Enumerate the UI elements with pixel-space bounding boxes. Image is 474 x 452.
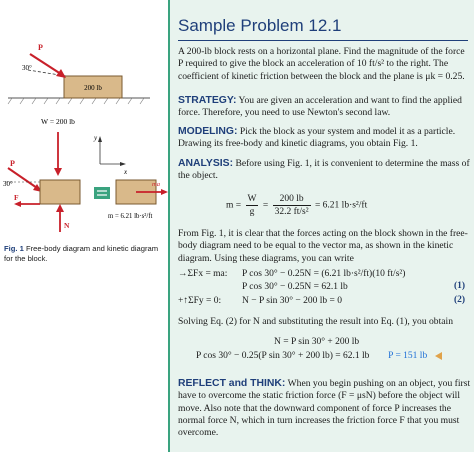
fbd-kinetic-figure [0,110,168,240]
solution-equation-2 [196,350,442,362]
equation-2-body: N − P sin 30° − 200 lb = 0 [242,296,343,306]
force-p-label: P [38,43,43,52]
solution-equation-1: N = P sin 30° + 200 lb [274,337,360,347]
mass-f2-den: 32.2 ft/s² [274,207,309,217]
equation-2-number: (2) [454,295,466,305]
caption-text: Free-body diagram and kinetic diagram for the block. [4,244,159,263]
strategy-section [178,95,472,120]
fbd-block [40,180,80,204]
friction-label: F [14,193,19,202]
reflect-section [178,378,472,439]
ground-hatch [8,98,144,104]
mass-eq-lhs: m = [226,200,242,211]
equation-1-body: P cos 30° − 0.25N = 62.1 lb [242,282,348,292]
weight-label: W = 200 lb [41,117,75,126]
equation-1-number: (1) [454,281,466,291]
answer-marker-icon [435,352,442,360]
normal-label: N [64,221,70,230]
weight-arrowhead [54,168,62,176]
solution-eq2-text: P cos 30° − 0.25(P sin 30° + 200 lb) = 62.1 lb [196,351,370,361]
x-axis-label: x [124,168,128,176]
mass-f1-num: W [247,194,257,204]
title-rule [178,40,468,41]
figure-caption [4,244,164,264]
sample-problem-panel [168,0,474,452]
mass-equation [226,193,367,218]
mass-eq-mid: = [262,200,269,211]
reflect-text: When you begin pushing on an object, you first have to overcome the static friction force (F = μsN) before the object will move. Also note that the downward component of force P increases the normal force N, which in turn increases the friction force F that you must overcome. [178,378,471,439]
caption-label: Fig. 1 [4,244,24,253]
angle-label: 30° [22,64,32,72]
mass-fraction-2 [273,193,311,218]
block-weight-label: 200 lb [84,84,102,92]
modeling-text: Pick the block as your system and model it as a particle. Drawing its free-body and kinetic diagrams, you obtain Fig. 1. [178,126,456,150]
force-p-arrowhead [56,69,66,78]
y-axis-label: y [94,134,98,142]
mass-fraction-1 [246,193,259,218]
analysis-section [178,158,472,183]
problem-statement: A 200-lb block rests on a horizontal plane. Find the magnitude of the force P required to give the block an acceleration of 10 ft/s² to the right. The coefficient of kinetic friction between the block and the plane is μk = 0.25. [178,46,465,82]
figure-column [0,0,168,452]
ma-label: ma [152,181,160,188]
modeling-section [178,126,472,151]
mass-eq-result: = 6.21 lb·s²/ft [314,200,368,211]
fig1-paragraph: From Fig. 1, it is clear that the forces acting on the block shown in the free-body diagram need to be equal to the vector ma, as shown in the kinetic diagram. Using these diagrams, you can write [178,228,468,264]
strategy-text: You are given an acceleration and want to find the applied force. Therefore, you need to use Newton's second law. [178,95,462,119]
normal-arrowhead [56,204,64,212]
mass-f1-den: g [249,207,255,217]
equals-sign [94,187,110,199]
fbd-force-p-label: P [10,159,15,168]
equation-2-label: +↑ΣFy = 0: [178,296,222,306]
solving-paragraph: Solving Eq. (2) for N and substituting the result into Eq. (1), you obtain [178,316,453,327]
reflect-heading: REFLECT and THINK: [178,378,286,389]
ma-arrowhead [161,189,168,195]
mass-f2-num: 200 lb [273,193,311,206]
analysis-heading: ANALYSIS: [178,158,234,169]
equation-1a-label: →ΣFx = ma: [178,269,228,279]
answer-value: P = 151 lb [388,351,428,361]
mass-label: m = 6.21 lb·s²/ft [108,213,153,220]
problem-figure [0,0,168,110]
strategy-heading: STRATEGY: [178,95,237,106]
page-title: Sample Problem 12.1 [178,16,342,35]
fbd-angle-label: 30° [3,180,13,188]
modeling-heading: MODELING: [178,126,238,137]
analysis-text: Before using Fig. 1, it is convenient to determine the mass of the object. [178,158,470,182]
equation-1a-body: P cos 30° − 0.25N = (6.21 lb·s²/ft)(10 ft/s²) [242,269,406,279]
